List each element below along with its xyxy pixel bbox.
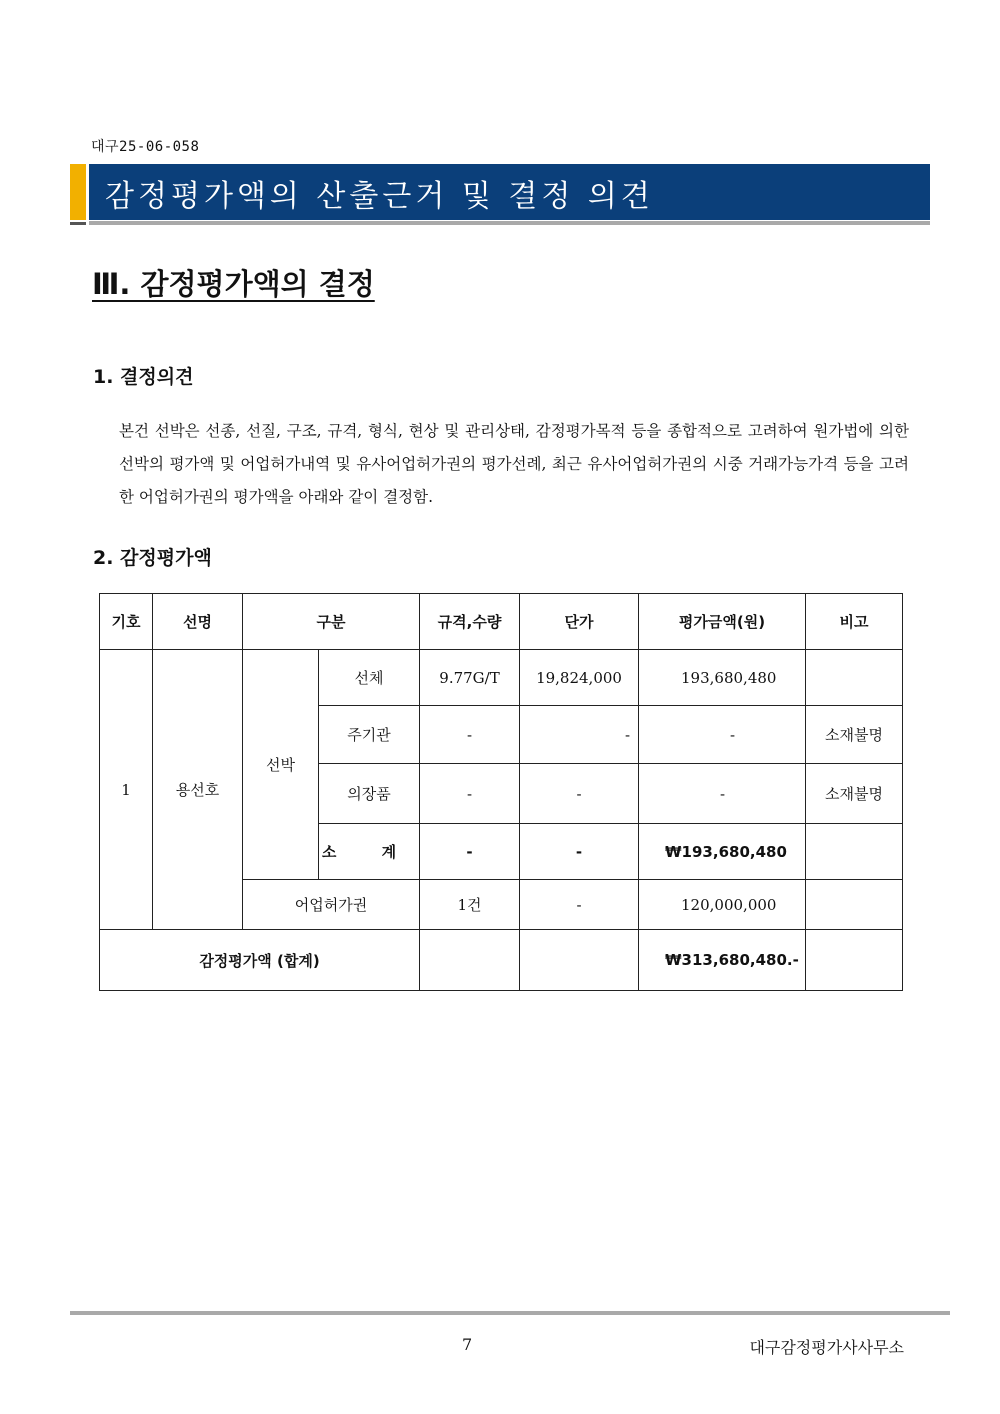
cell-item: 의장품	[319, 764, 420, 824]
header-spec: 규격,수량	[420, 594, 520, 650]
cell-total-amount: ₩313,680,480.-	[639, 930, 806, 991]
cell-amount: 193,680,480	[639, 650, 806, 706]
header-remark: 비고	[806, 594, 903, 650]
page-number: 7	[462, 1335, 473, 1354]
section-heading: Ⅲ. 감정평가액의 결정	[92, 267, 375, 301]
cell-amount: -	[639, 764, 806, 824]
total-row	[100, 930, 903, 991]
cell-unit-price: -	[520, 764, 639, 824]
page-title: 감정평가액의 산출근거 및 결정 의견	[105, 179, 654, 214]
cell-license-item: 어업허가권	[243, 880, 420, 930]
cell-license-amount: 120,000,000	[639, 880, 806, 930]
cell-spec: -	[420, 764, 520, 824]
document-number: 대구25-06-058	[91, 139, 200, 155]
cell-subtotal-unit-price: -	[520, 824, 639, 880]
cell-subtotal-label: 소 계	[319, 824, 420, 880]
cell-subtotal-amount: ₩193,680,480	[639, 824, 806, 880]
cell-license-unit-price: -	[520, 880, 639, 930]
header-unit-price: 단가	[520, 594, 639, 650]
cell-unit-price: -	[520, 706, 639, 764]
header-amount: 평가금액(원)	[639, 594, 806, 650]
header-category: 구분	[243, 594, 420, 650]
cell-remark: 소재불명	[806, 764, 903, 824]
cell-amount: -	[639, 706, 806, 764]
cell-spec: -	[420, 706, 520, 764]
header-ship-name: 선명	[153, 594, 243, 650]
cell-remark	[806, 650, 903, 706]
cell-total-remark	[806, 930, 903, 991]
title-band	[70, 164, 930, 220]
cell-total-label: 감정평가액 (합계)	[100, 930, 420, 991]
table-row	[100, 650, 903, 706]
title-bar	[89, 164, 930, 220]
title-rule	[89, 221, 930, 225]
table-header-row	[100, 594, 903, 650]
cell-remark: 소재불명	[806, 706, 903, 764]
subsection-heading-amount: 2. 감정평가액	[93, 547, 212, 569]
valuation-table	[99, 593, 903, 991]
cell-subtotal-remark	[806, 824, 903, 880]
cell-item: 주기관	[319, 706, 420, 764]
cell-subtotal-spec: -	[420, 824, 520, 880]
cell-item: 선체	[319, 650, 420, 706]
office-name: 대구감정평가사사무소	[749, 1338, 904, 1357]
cell-ship-name: 용선호	[153, 650, 243, 930]
cell-license-spec: 1건	[420, 880, 520, 930]
subsection-heading-opinion: 1. 결정의견	[93, 366, 194, 388]
cell-total-unit-price	[520, 930, 639, 991]
footer-rule	[70, 1311, 950, 1315]
cell-total-spec	[420, 930, 520, 991]
title-rule-accent	[70, 222, 86, 225]
header-code: 기호	[100, 594, 153, 650]
title-accent-bar	[70, 164, 86, 220]
cell-spec: 9.77G/T	[420, 650, 520, 706]
cell-group: 선박	[243, 650, 319, 880]
cell-code: 1	[100, 650, 153, 930]
cell-license-remark	[806, 880, 903, 930]
opinion-paragraph: 본건 선박은 선종, 선질, 구조, 규격, 형식, 현상 및 관리상태, 감정평가목적 등을 종합적으로 고려하여 원가법에 의한 선박의 평가액 및 어업허가내역 및 유사어업허가권의 평가선례, 최근 유사어업허가권의 시중 거래가능가격 등을 고려한 어업허가권의 평가액을 아래와 같이 결정함.	[119, 422, 909, 506]
cell-unit-price: 19,824,000	[520, 650, 639, 706]
